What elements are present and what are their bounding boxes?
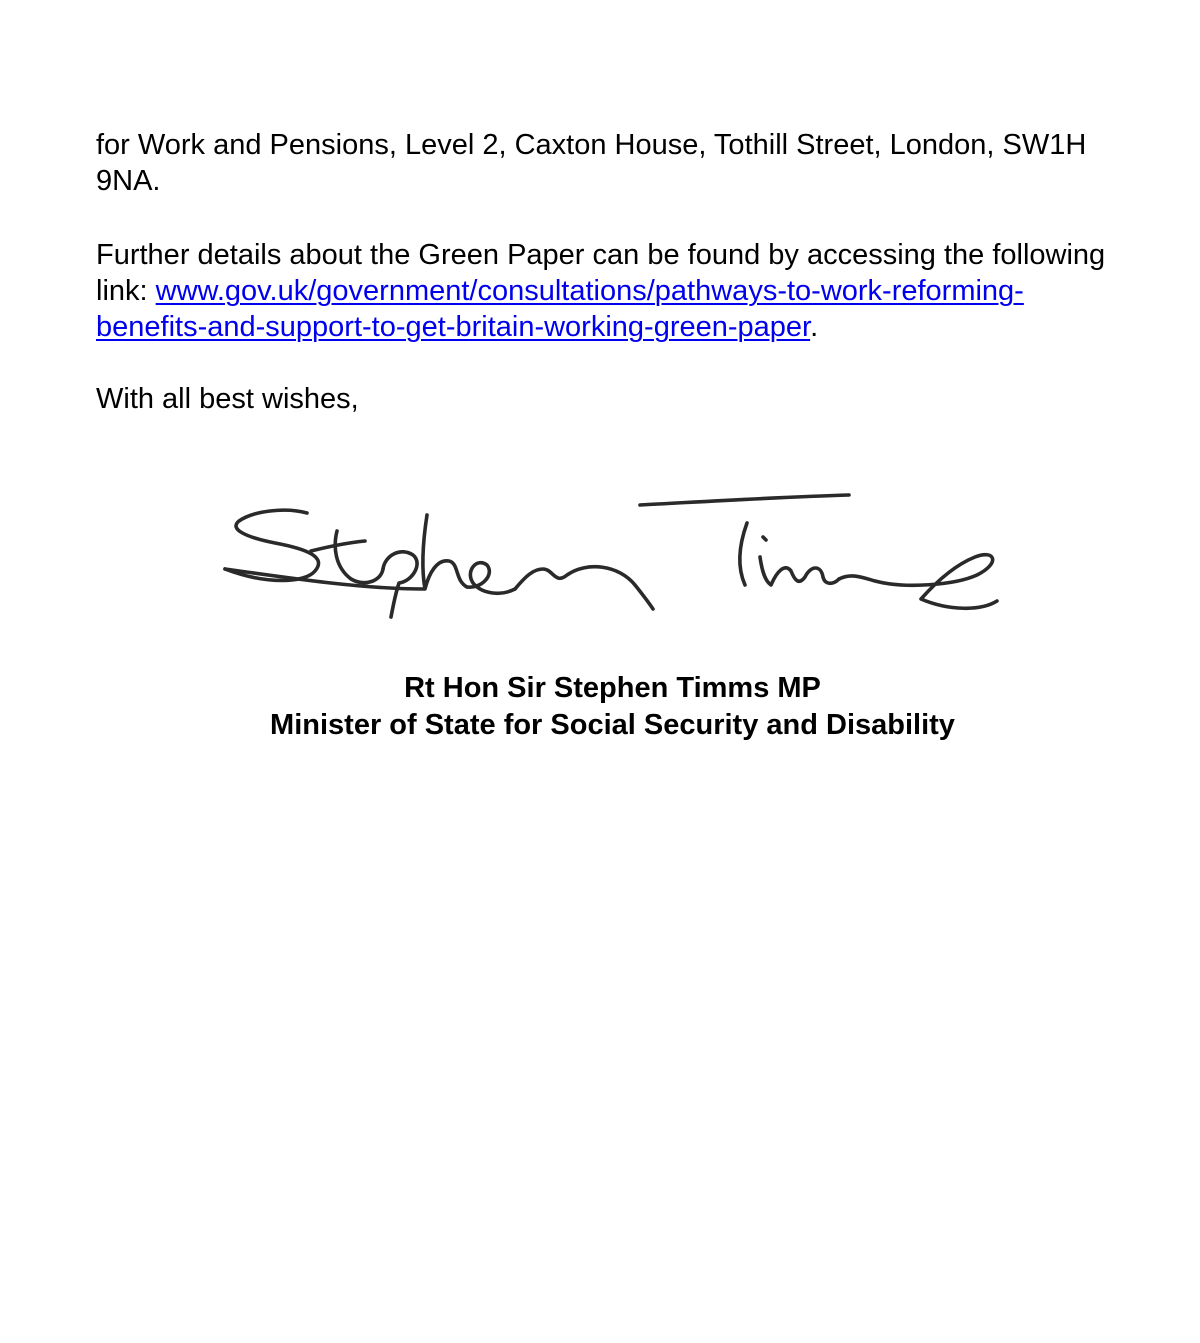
details-text: Further details about the Green Paper can be found by accessing the following link: — [96, 239, 1106, 307]
signatory-name: Rt Hon Sir Stephen Timms MP — [404, 672, 821, 704]
details-period: . — [810, 311, 819, 343]
address-paragraph: for Work and Pensions, Level 2, Caxton House, Tothill Street, London, SW1H 9NA. — [96, 129, 1087, 197]
green-paper-link[interactable]: www.gov.uk/government/consultations/pathways-to-work-reforming-benefits-and-support-to-get-britain-working-green-paper — [96, 275, 1024, 343]
details-paragraph — [96, 237, 1116, 345]
closing-line: With all best wishes, — [96, 383, 359, 415]
handwritten-signature — [215, 485, 1015, 625]
signatory-title: Minister of State for Social Security and Disability — [270, 709, 955, 741]
signature-drawing — [215, 485, 1015, 625]
signatory-block — [0, 670, 1200, 744]
